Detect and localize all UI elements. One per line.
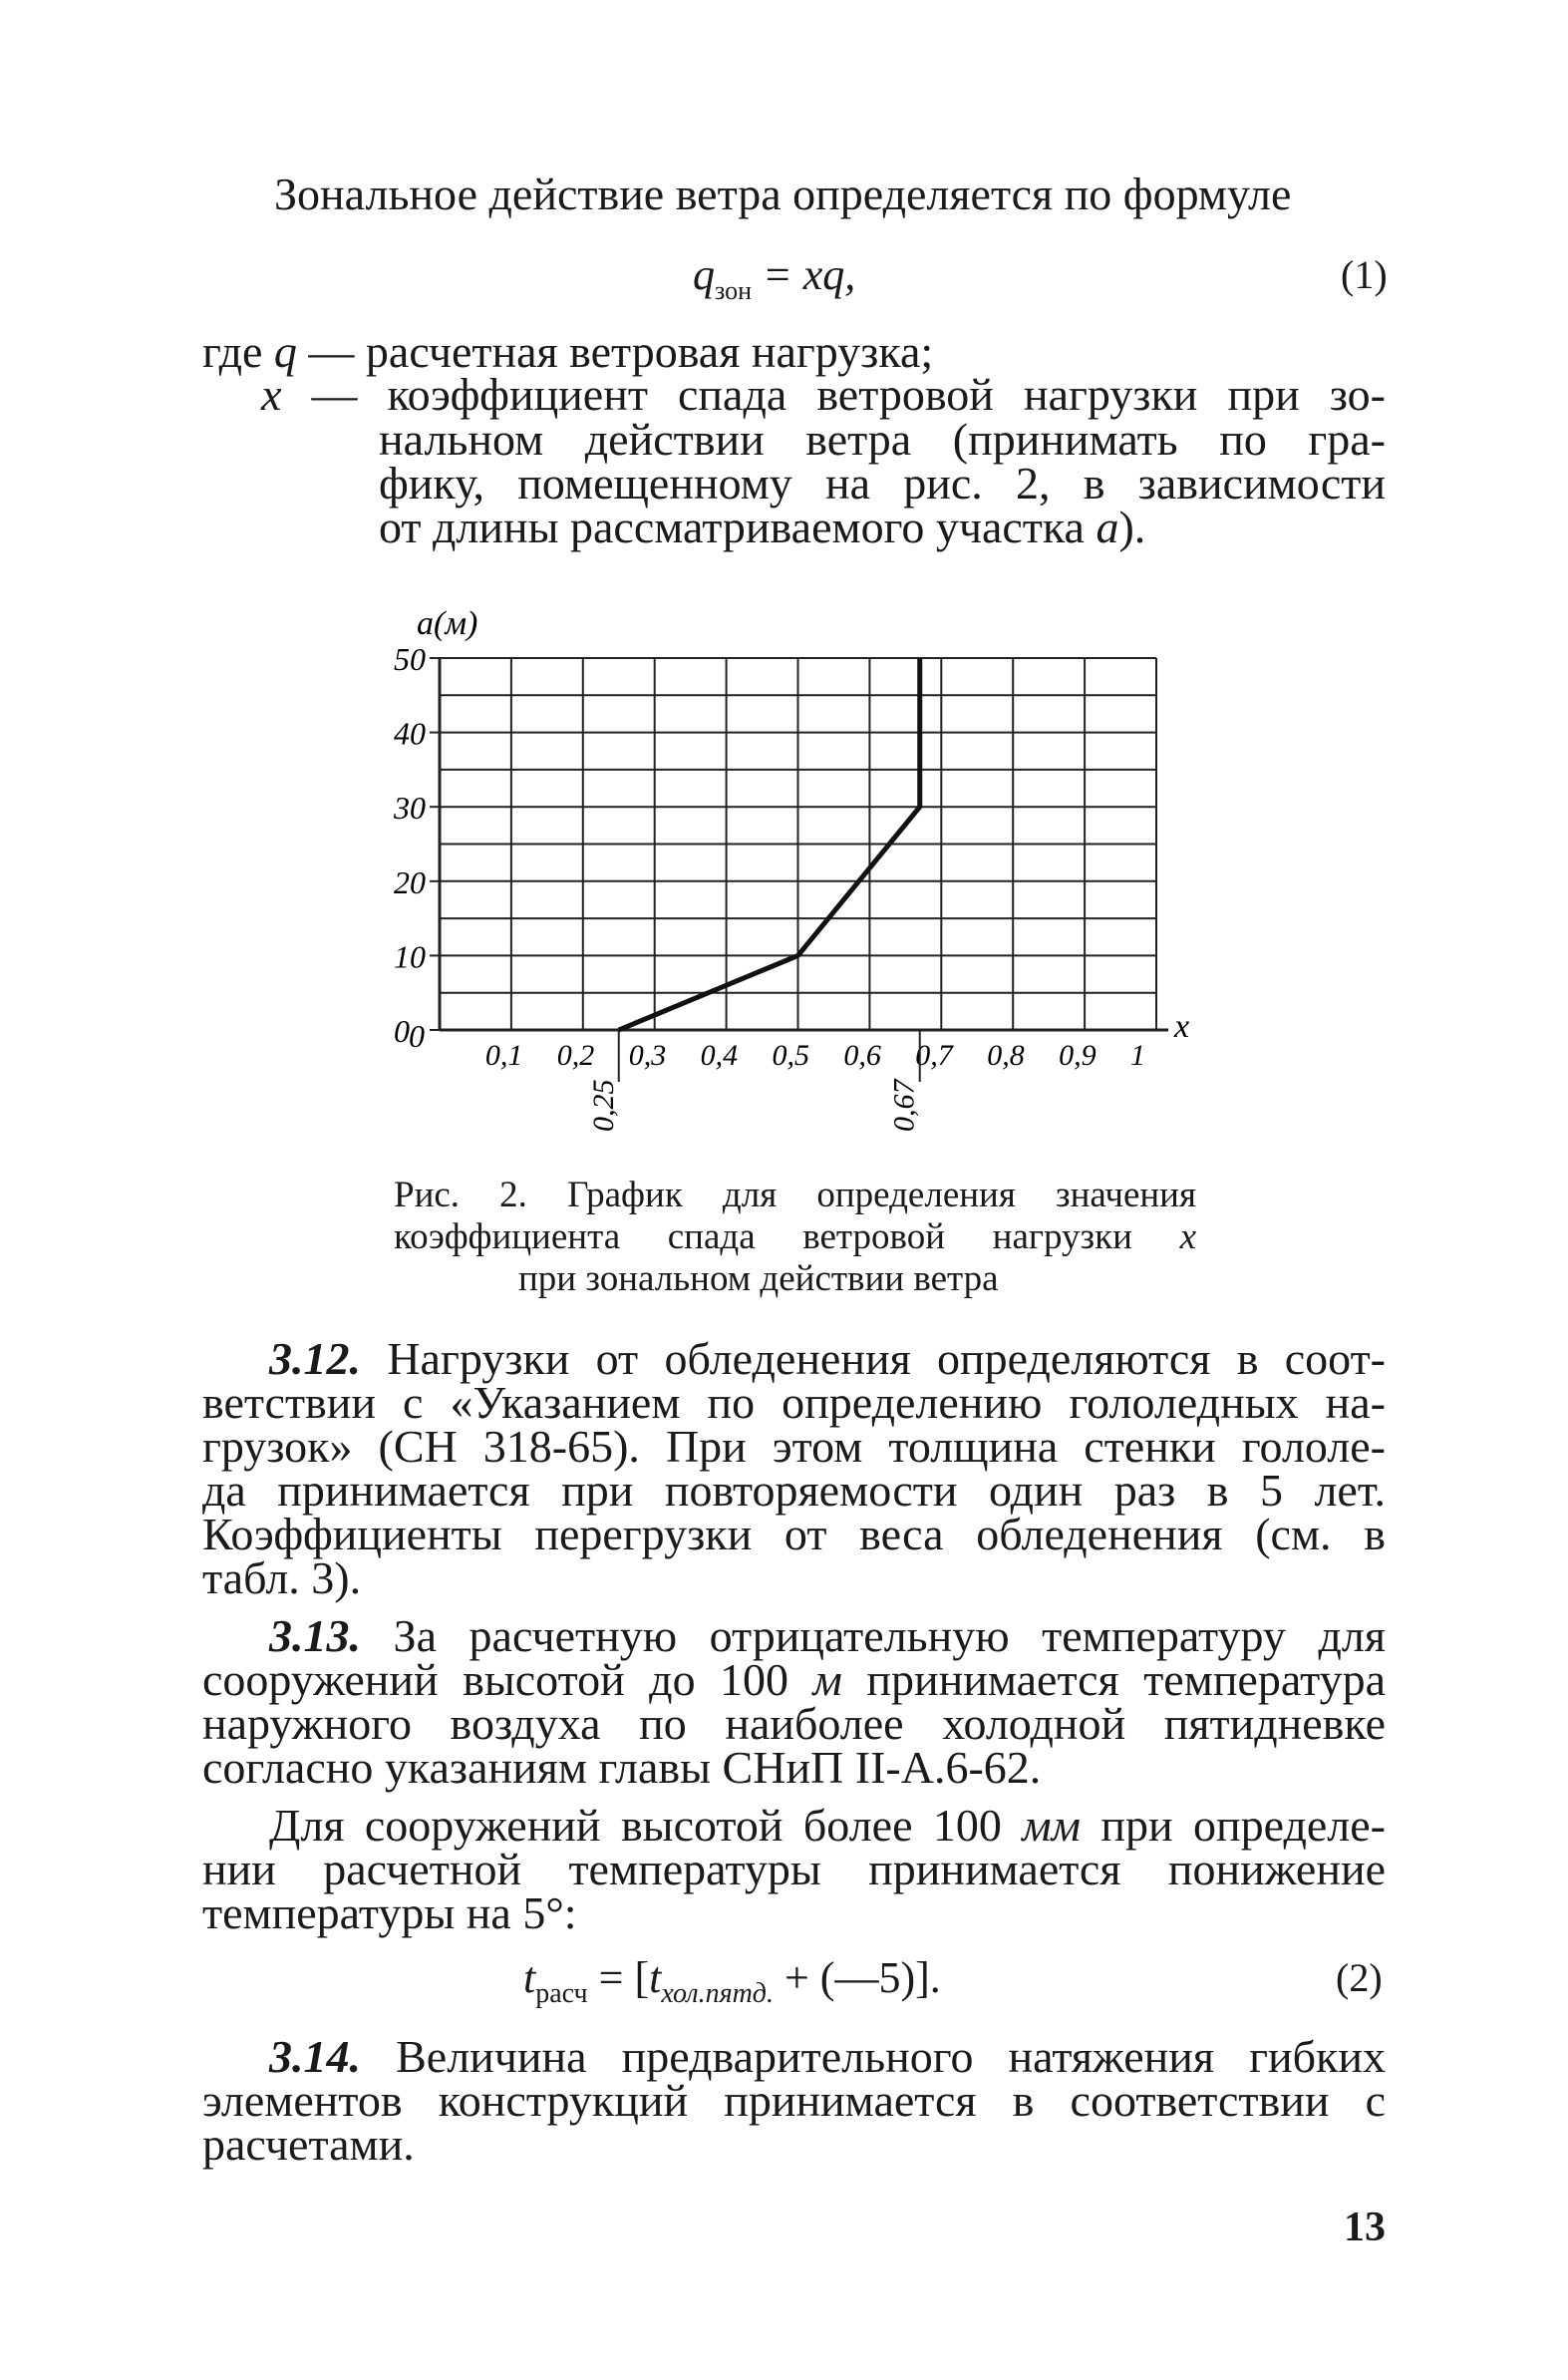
section-3-13-para2-line-2: нии расчетной температуры принимается понижение (202, 1844, 1386, 1894)
section-3-12-line-5: Коэффициенты перегрузки от веса обледенения (см. в (202, 1509, 1386, 1559)
figure-caption-line-3: при зональном действии ветра (518, 1258, 999, 1299)
section-3-12-line-3: грузок» (СН 318-65). При этом толщина стенки гололе- (202, 1421, 1386, 1472)
section-3-14-line-3: расчетами. (202, 2119, 415, 2170)
section-3-12-number: 3.12. (269, 1333, 361, 1384)
formula-1-rhs: = xq, (752, 250, 856, 299)
x-tick-label: 0,6 (843, 1039, 881, 1072)
special-tick-label: 0,25 (586, 1079, 620, 1132)
a-symbol: a (1096, 502, 1119, 552)
x-tick-label: 0,8 (987, 1039, 1025, 1072)
x-tick-label-zero: 0 (409, 1018, 425, 1054)
section-3-14-line-2: элементов конструкций принимается в соответствии с (202, 2075, 1386, 2126)
section-3-13-line-1 (269, 1610, 1386, 1661)
y-tick-label: 0 (394, 1013, 410, 1049)
chart-y-axis-label: a(м) (417, 605, 478, 642)
para2-unit-mm: мм (1022, 1800, 1082, 1851)
x-tick-label: 0,5 (772, 1039, 809, 1072)
x-tick-label: 0,9 (1059, 1039, 1097, 1072)
section-3-14-text-1: Величина предварительного натяжения гибких (361, 2031, 1386, 2082)
wind-coefficient-chart (0, 0, 1568, 1177)
q-symbol: q (273, 326, 297, 377)
section-3-13-number: 3.13. (269, 1610, 361, 1661)
figure-caption-line-1: Рис. 2. График для определения значения (394, 1175, 1196, 1215)
figure-caption-line-2 (394, 1218, 1196, 1255)
section-3-13-text-2b: принимается температура (841, 1654, 1386, 1705)
formula-2-t-sub: расч (535, 1977, 588, 2009)
x-tick-label: 1 (1130, 1039, 1145, 1072)
section-3-13-unit-m: м (812, 1654, 842, 1705)
formula-1-sub: зон (715, 275, 753, 305)
x-text-4-end: ). (1118, 502, 1146, 552)
formula-1-number: (1) (1341, 252, 1388, 297)
x-text-1: — коэффициент спада ветровой нагрузки при зо- (281, 369, 1386, 420)
formula-1-lhs: q (693, 250, 715, 299)
section-3-14-number: 3.14. (269, 2031, 361, 2082)
section-3-13-text-1: За расчетную отрицательную температуру для (361, 1610, 1386, 1661)
definition-x-line-2: нальном действии ветра (принимать по гра- (379, 414, 1386, 465)
x-tick-label: 0,2 (556, 1039, 595, 1072)
para2-text-1b: при определе- (1081, 1800, 1386, 1851)
chart-y-ticks (393, 641, 440, 1049)
section-3-13-line-4: согласно указаниям главы СНиП II-А.6-62. (202, 1742, 1042, 1793)
section-3-13-para2-line-1 (269, 1800, 1386, 1851)
formula-2-eq: = [ (587, 1953, 650, 2002)
formula-2-t: t (523, 1953, 536, 2002)
x-text-4: от длины рассматриваемого участка (379, 502, 1097, 552)
page-number: 13 (1344, 2205, 1386, 2250)
caption-x-symbol: x (1179, 1216, 1196, 1257)
section-3-12-line-2: ветствии с «Указанием по определению гололедных на- (202, 1377, 1386, 1428)
formula-2-t2-sub: хол.пятд. (661, 1977, 774, 2009)
section-3-13-line-3: наружного воздуха по наиболее холодной пятидневке (202, 1698, 1386, 1749)
x-tick-label: 0,4 (700, 1039, 739, 1072)
formula-2-number: (2) (1336, 1955, 1383, 2000)
section-3-12-line-1 (269, 1333, 1386, 1384)
y-tick-label: 40 (394, 715, 426, 752)
where-word: где (202, 326, 263, 377)
formula-2-t2: t (649, 1953, 662, 2002)
section-3-12-text-1: Нагрузки от обледенения определяются в соот- (361, 1333, 1386, 1384)
section-3-12-line-6: табл. 3). (202, 1552, 362, 1603)
chart-x-axis-label: x (1174, 1008, 1190, 1045)
caption-text-2: коэффициента спада ветровой нагрузки (394, 1216, 1180, 1257)
special-tick-label: 0,67 (887, 1079, 921, 1132)
x-tick-label: 0,3 (628, 1039, 667, 1072)
definition-x-line-3: фику, помещенному на рис. 2, в зависимости (379, 458, 1386, 509)
section-3-12-line-4: да принимается при повторяемости один раз в 5 лет. (202, 1465, 1386, 1516)
chart-grid (440, 658, 1168, 1030)
q-text: — расчетная ветровая нагрузка; (296, 326, 934, 377)
section-3-14-line-1 (269, 2031, 1386, 2082)
x-symbol: x (261, 369, 282, 420)
y-tick-label: 20 (394, 863, 426, 900)
intro-sentence: Зональное действие ветра определяется по формуле (274, 169, 1292, 219)
chart-x-ticks (409, 1018, 1145, 1072)
x-tick-label: 0,1 (484, 1039, 523, 1072)
section-3-13-line-2 (202, 1654, 1386, 1705)
section-3-13-para2-line-3: температуры на 5°: (202, 1887, 577, 1938)
section-3-13-text-2: сооружений высотой до 100 (202, 1654, 813, 1705)
y-tick-label: 30 (394, 790, 426, 827)
x-tick-label: 0,7 (915, 1039, 953, 1072)
y-tick-label: 50 (394, 641, 426, 677)
para2-text-1: Для сооружений высотой более 100 (269, 1800, 1023, 1851)
y-tick-label: 10 (394, 938, 426, 975)
formula-2 (523, 1952, 941, 2010)
formula-2-rest: + (—5)]. (773, 1953, 941, 2002)
